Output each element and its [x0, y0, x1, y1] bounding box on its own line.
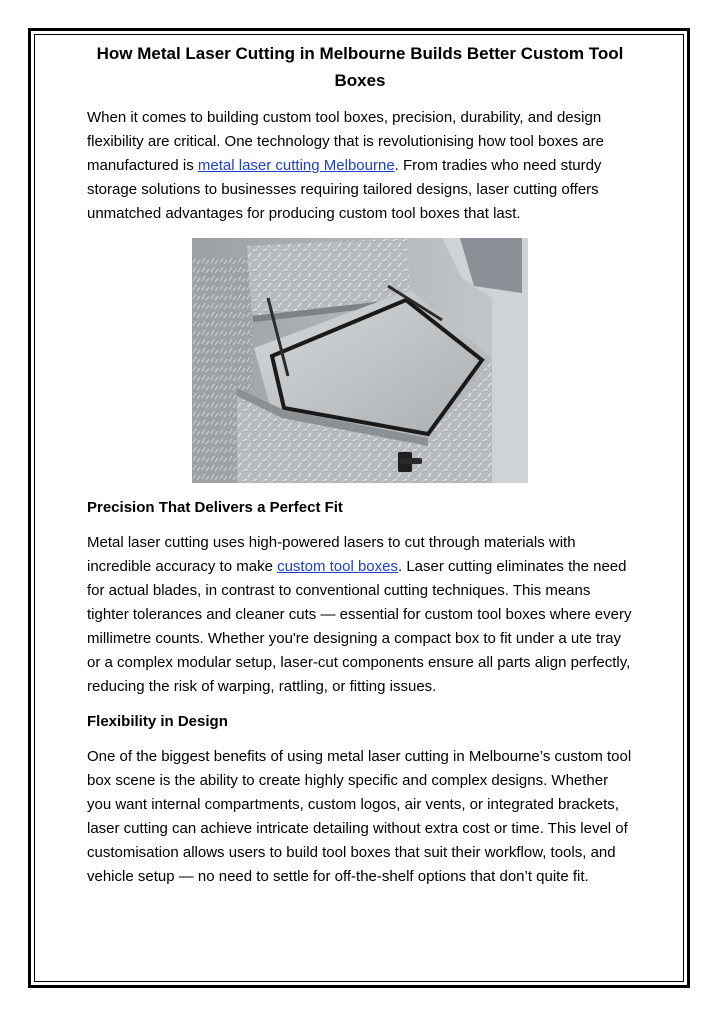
intro-text-after: . From tradies who need sturdy storage solutions to businesses requiring tailored designs, laser cutting offers unmatched advantages for producing custom tool boxes that last.	[87, 157, 602, 222]
precision-text-before: Metal laser cutting uses high-powered lasers to cut through materials with incredible accuracy to make	[87, 534, 576, 575]
precision-text-after: . Laser cutting eliminates the need for actual blades, in contrast to conventional cutting techniques. This means tighter tolerances and cleaner cuts — essential for custom tool boxes where every millimetre counts. Whether you're designing a compact box to fit under a ute tray or a complex modular setup, laser-cut components ensure all parts align perfectly, reducing the risk of warping, rattling, or fitting issues.	[87, 558, 632, 695]
custom-tool-boxes-link[interactable]: custom tool boxes	[277, 558, 398, 575]
section-heading-precision: Precision That Delivers a Perfect Fit	[87, 499, 343, 516]
precision-paragraph	[87, 531, 633, 699]
intro-paragraph	[87, 106, 633, 226]
intro-text-before: When it comes to building custom tool boxes, precision, durability, and design flexibility are critical. One technology that is revolutionising how tool boxes are manufactured is	[87, 109, 604, 174]
tool-box-image	[192, 238, 528, 483]
page-title: How Metal Laser Cutting in Melbourne Builds Better Custom Tool Boxes	[96, 44, 624, 90]
metal-laser-cutting-link[interactable]: metal laser cutting Melbourne	[197, 157, 395, 174]
section-heading-flexibility: Flexibility in Design	[87, 713, 228, 730]
document-body	[87, 40, 633, 901]
flexibility-paragraph: One of the biggest benefits of using metal laser cutting in Melbourne’s custom tool box scene is the ability to create highly specific and complex designs. Whether you want internal compartments, custom logos, air vents, or integrated brackets, laser cutting can achieve intricate detailing without extra cost or time. This level of customisation allows users to build tool boxes that suit their workflow, tools, and vehicle setup — no need to settle for off-the-shelf options that don’t quite fit.	[87, 748, 632, 885]
